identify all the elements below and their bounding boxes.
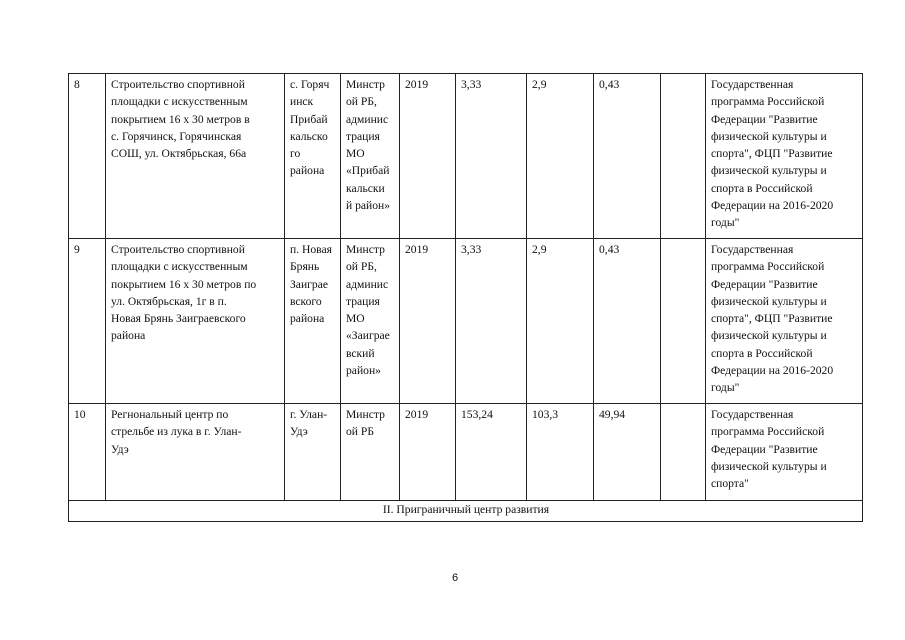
federal-funds-cell: 2,9 [527,239,594,404]
customer-cell: Минстр ой РБ [341,404,400,501]
empty-cell [661,404,706,501]
program-cell: Государственная программа Российской Федерации "Развитие физической культуры и спорта", ФЦП "Развитие физической культуры и спорта в Российской Федерации на 2016-2020 годы" [706,239,863,404]
section-title: II. Приграничный центр развития [69,501,863,522]
regional-funds-cell: 0,43 [594,239,661,404]
program-cell: Государственная программа Российской Федерации "Развитие физической культуры и спорта" [706,404,863,501]
projects-table [68,73,863,522]
location-cell: г. Улан- Удэ [285,404,341,501]
row-number-cell: 10 [69,404,106,501]
table-row [69,74,863,239]
total-cost-cell: 3,33 [456,239,527,404]
location-cell: с. Горяч инск Прибай кальско го района [285,74,341,239]
total-cost-cell: 153,24 [456,404,527,501]
federal-funds-cell: 103,3 [527,404,594,501]
year-cell: 2019 [400,404,456,501]
row-number-cell: 8 [69,74,106,239]
project-name-cell: Регнональный центр по стрельбе из лука в г. Улан- Удэ [106,404,285,501]
regional-funds-cell: 49,94 [594,404,661,501]
customer-cell: Минстр ой РБ, админис трация МО «Заиграе вский район» [341,239,400,404]
regional-funds-cell: 0,43 [594,74,661,239]
location-cell: п. Новая Брянь Заиграе вского района [285,239,341,404]
program-cell: Государственная программа Российской Федерации "Развитие физической культуры и спорта", ФЦП "Развитие физической культуры и спорта в Российской Федерации на 2016-2020 годы" [706,74,863,239]
year-cell: 2019 [400,239,456,404]
year-cell: 2019 [400,74,456,239]
project-name-cell: Строительство спортивной площадки с искусственным покрытием 16 х 30 метров по ул. Октябрьская, 1г в п. Новая Брянь Заиграевского района [106,239,285,404]
empty-cell [661,239,706,404]
table-row [69,404,863,501]
section-header-row [69,501,863,522]
page-number: 6 [452,572,459,584]
empty-cell [661,74,706,239]
table-row [69,239,863,404]
project-name-cell: Строительство спортивной площадки с искусственным покрытием 16 х 30 метров в с. Горячинск, Горячинская СОШ, ул. Октябрьская, 66а [106,74,285,239]
row-number-cell: 9 [69,239,106,404]
federal-funds-cell: 2,9 [527,74,594,239]
total-cost-cell: 3,33 [456,74,527,239]
customer-cell: Минстр ой РБ, админис трация МО «Прибай кальски й район» [341,74,400,239]
